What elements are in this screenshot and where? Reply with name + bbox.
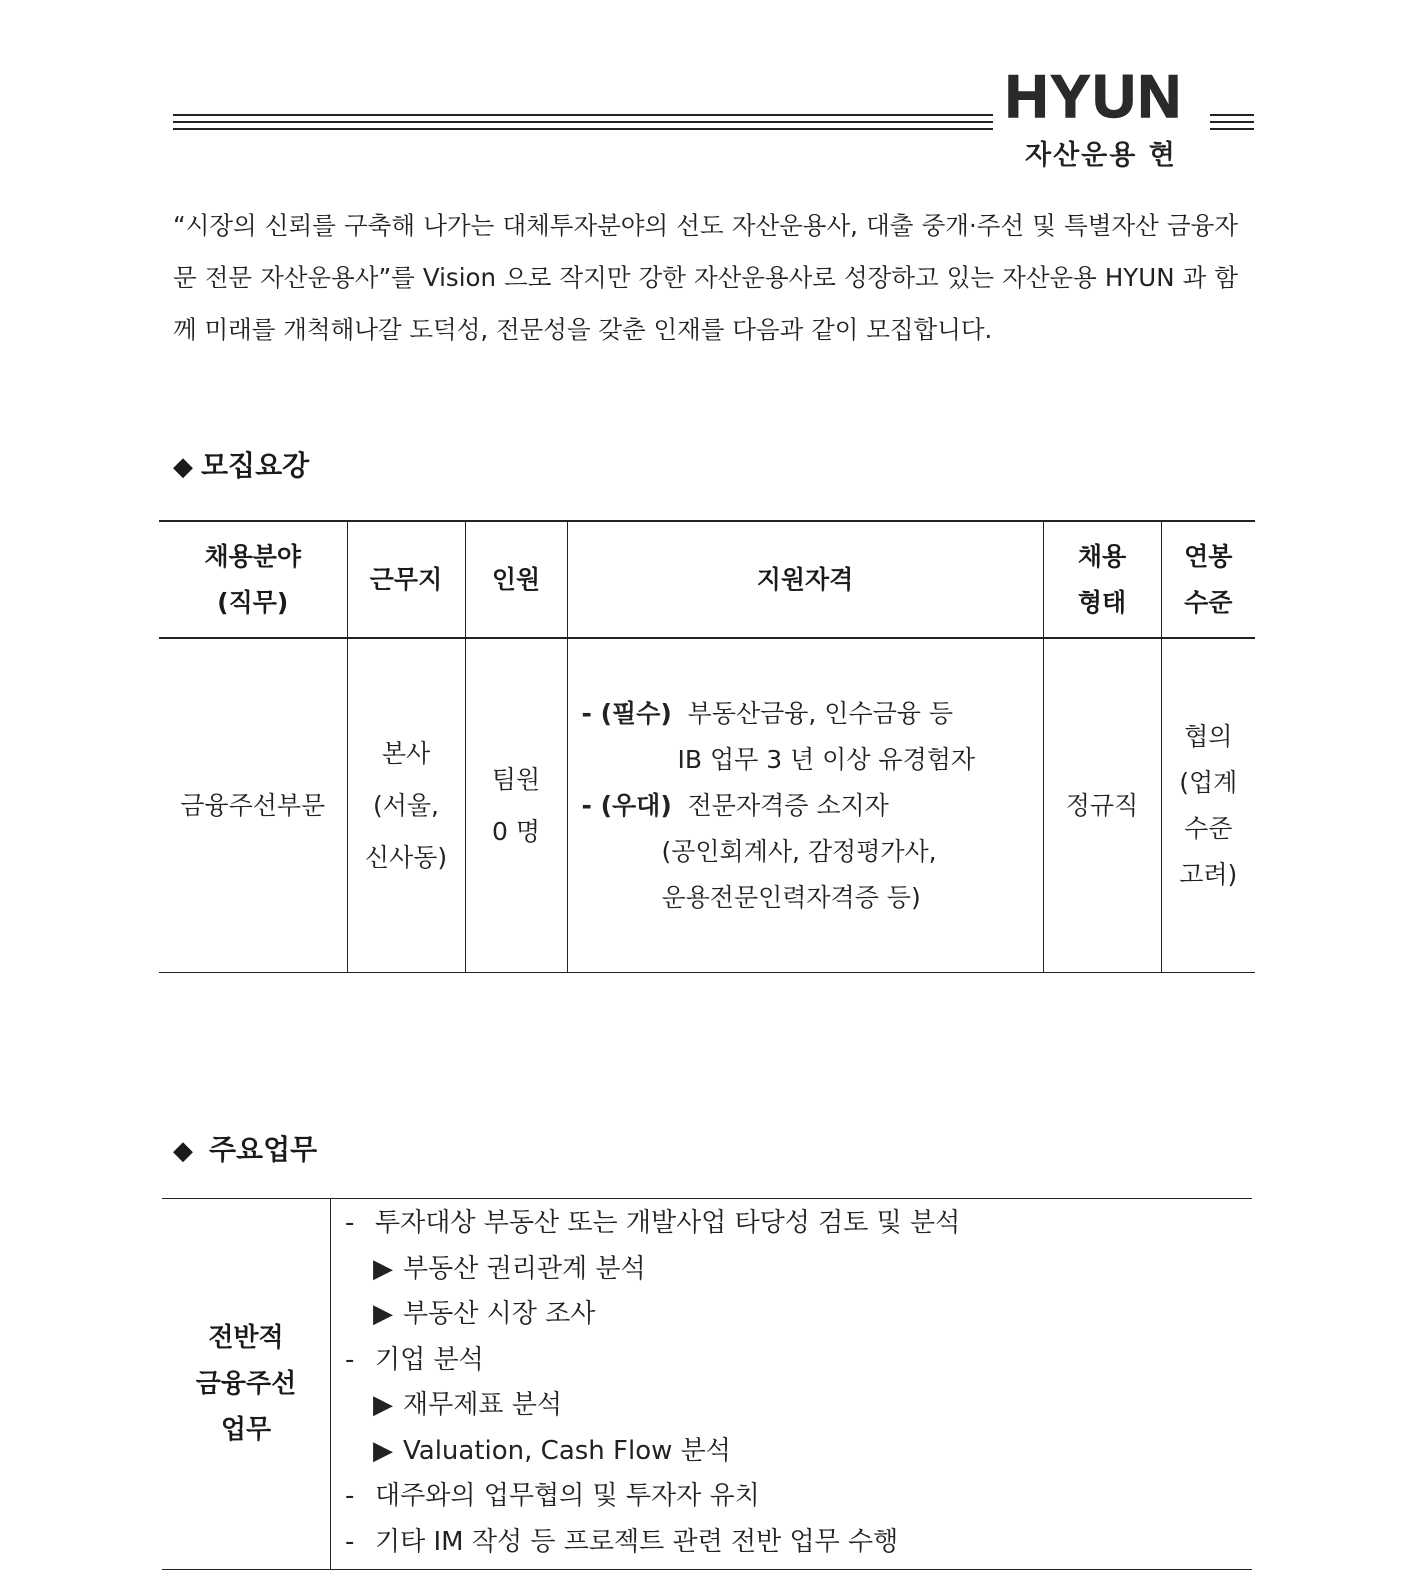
list-item: - 기타 IM 작성 등 프로젝트 관련 전반 업무 수행	[345, 1526, 899, 1557]
intro-paragraph: “시장의 신뢰를 구축해 나가는 대체투자분야의 선도 자산운용사, 대출 중개·주선 및 특별자산 금융자문 전문 자산운용사”를 Vision 으로 작지만 강한 자산운용사로 성장하고 있는 자산운용 HYUN 과 함께 미래를 개척해나갈 도덕성, 전문성을 갖춘 인재를 다음과 같이 모집합니다.	[173, 211, 1238, 344]
header-employment-type: 채용 형태	[1043, 521, 1161, 638]
triangle-right-icon: ▶	[373, 1299, 393, 1329]
diamond-icon: ◆	[173, 1136, 193, 1166]
triangle-right-icon: ▶	[373, 1390, 393, 1420]
preferred-qualification: - (우대) 전문자격증 소지자	[581, 790, 889, 820]
list-item: ▶ 부동산 시장 조사	[345, 1292, 1252, 1338]
list-item: ▶ 재무제표 분석	[345, 1383, 1252, 1429]
list-item: ▶ 부동산 권리관계 분석	[345, 1247, 1252, 1293]
cell-field: 금융주선부문	[159, 638, 347, 973]
header-field: 채용분야 (직무)	[159, 521, 347, 638]
section-title-text: 주요업무	[209, 1133, 318, 1166]
duties-category: 전반적 금융주선 업무	[162, 1199, 331, 1570]
company-subtitle: 자산운용 현	[1025, 140, 1177, 171]
section-title-text: 모집요강	[201, 449, 310, 482]
cell-employment-type: 정규직	[1043, 638, 1161, 973]
diamond-icon: ◆	[173, 452, 193, 482]
table-row	[159, 638, 1255, 973]
list-item: ▶ Valuation, Cash Flow 분석	[345, 1429, 1252, 1475]
recruitment-table	[159, 520, 1255, 973]
list-item: - 투자대상 부동산 또는 개발사업 타당성 검토 및 분석	[345, 1208, 961, 1238]
cell-headcount: 팀원 0 명	[465, 638, 567, 973]
cell-qualification: - (필수) 부동산금융, 인수금융 등 IB 업무 3 년 이상 유경험자 - (우대) 전문자격증 소지자 (공인회계사, 감정평가사, 운용전문인력자격증 등)	[567, 638, 1043, 973]
header-location: 근무지	[347, 521, 465, 638]
header-rule-right-1	[1210, 114, 1254, 116]
list-item: - 대주와의 업무협의 및 투자자 유치	[345, 1481, 760, 1511]
header-salary: 연봉 수준	[1161, 521, 1255, 638]
header-rule-left-1	[173, 114, 993, 116]
section-heading-recruitment	[173, 444, 309, 484]
triangle-right-icon: ▶	[373, 1435, 393, 1466]
section-heading-duties	[173, 1128, 317, 1168]
duties-table	[162, 1198, 1252, 1570]
header-rule-right-3	[1210, 128, 1254, 130]
header-rule-left-2	[173, 121, 993, 123]
list-item: - 기업 분석	[345, 1344, 484, 1375]
triangle-right-icon: ▶	[373, 1253, 393, 1284]
header-headcount: 인원	[465, 521, 567, 638]
cell-location: 본사 (서울, 신사동)	[347, 638, 465, 973]
duties-list	[331, 1199, 1253, 1570]
company-logo: HYUN	[1005, 63, 1184, 130]
header-rule-left-3	[173, 128, 993, 130]
table-row	[162, 1199, 1252, 1570]
table-header-row	[159, 521, 1255, 638]
required-qualification: - (필수) 부동산금융, 인수금융 등	[581, 698, 953, 728]
header-qualification: 지원자격	[567, 521, 1043, 638]
header-rule-right-2	[1210, 121, 1254, 123]
cell-salary: 협의 (업계 수준 고려)	[1161, 638, 1255, 973]
